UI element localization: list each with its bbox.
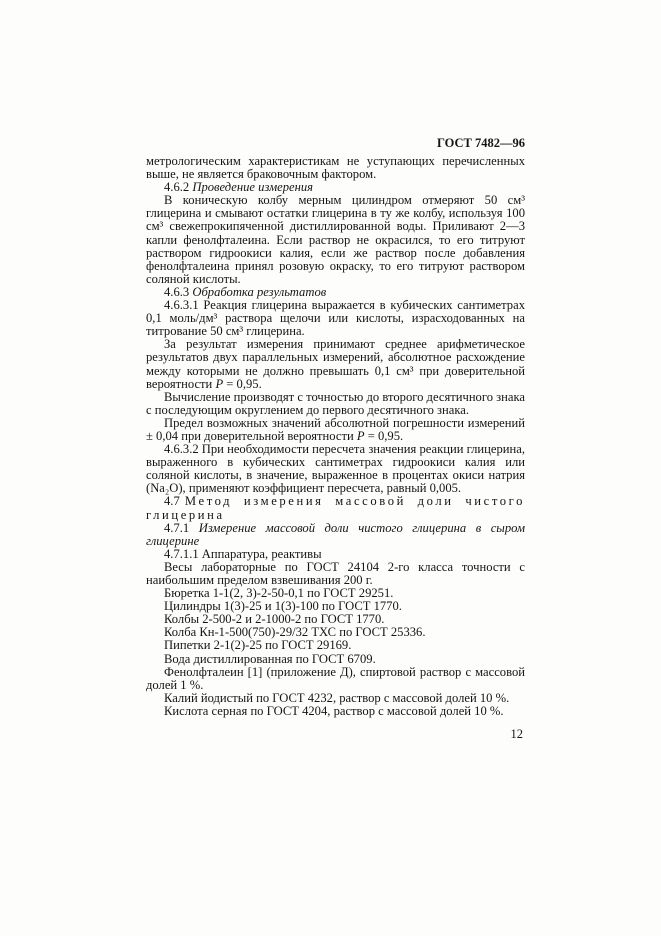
paragraph xyxy=(146,338,525,390)
text-segment: = 0,95. xyxy=(223,376,262,391)
text-segment: Вычисление производят с точностью до второго десятичного знака с последующим округлением до первого десятичного знака. xyxy=(146,389,525,417)
paragraph xyxy=(146,666,525,692)
page-number: 12 xyxy=(510,727,523,742)
text-segment: Колба Кн-1-500(750)-29/32 ТХС по ГОСТ 25336. xyxy=(164,625,426,640)
text-segment: 4.6.3.1 Реакция глицерина выражается в кубических сантиметрах 0,1 моль/дм³ раствора щелочи или кислоты, израсходованных на титрование 50 см³ глицерина. xyxy=(146,298,525,339)
text-segment: 4.6.2 xyxy=(164,180,193,195)
paragraph xyxy=(146,522,525,548)
text-segment: 4.6.3 xyxy=(164,284,193,299)
text-segment: Предел возможных значений абсолютной погрешности измерений ± 0,04 при доверительной вероятности xyxy=(146,415,525,443)
text-segment-spaced: Метод измерения массовой доли чистого глицерина xyxy=(146,494,526,522)
paragraph xyxy=(146,391,525,417)
paragraph xyxy=(146,155,525,181)
text-segment: Вода дистиллированная по ГОСТ 6709. xyxy=(164,651,376,666)
document-code: ГОСТ 7482—96 xyxy=(436,136,525,150)
text-segment: За результат измерения принимают среднее арифметическое результатов двух параллельных измерений, абсолютное расхождение между которыми не должно превышать 0,1 см³ при доверительной вероятности xyxy=(146,337,525,391)
paragraph xyxy=(146,561,525,587)
document-body xyxy=(146,155,525,718)
paragraph xyxy=(146,443,525,495)
text-segment: В коническую колбу мерным цилиндром отмеряют 50 см³ глицерина и смывают остатки глицерина в ту же колбу, используя 100 см³ свежепрокипяченной дистиллированной воды. Приливают 2—3 капли фенолфталеина. Если раствор не окрасился, то его титруют раствором гидроокиси калия, если же раствор после добавления фенолфталеина принял розовую окраску, то его титруют раствором соляной кислоты. xyxy=(146,193,525,286)
text-segment: 4.7 xyxy=(164,494,185,509)
text-segment: Колбы 2-500-2 и 2-1000-2 по ГОСТ 1770. xyxy=(164,612,385,627)
text-segment: Весы лабораторные по ГОСТ 24104 2-го класса точности с наибольшим пределом взвешивания 200 г. xyxy=(146,559,525,587)
paragraph xyxy=(146,194,525,286)
paragraph xyxy=(146,705,525,718)
text-segment: Цилиндры 1(3)-25 и 1(3)-100 по ГОСТ 1770. xyxy=(164,599,402,614)
text-segment: Бюретка 1-1(2, 3)-2-50-0,1 по ГОСТ 29251. xyxy=(164,586,394,601)
paragraph xyxy=(146,417,525,443)
text-segment-italic: Проведение измерения xyxy=(192,180,313,195)
paragraph xyxy=(146,299,525,338)
text-segment: Пипетки 2-1(2)-25 по ГОСТ 29169. xyxy=(164,638,352,653)
text-segment: 4.7.1.1 Аппаратура, реактивы xyxy=(164,546,322,561)
text-segment-italic: Р xyxy=(356,428,365,443)
text-segment: Фенолфталеин [1] (приложение Д), спиртовой раствор с массовой долей 1 %. xyxy=(146,664,525,692)
text-segment: 4.7.1 xyxy=(164,520,199,535)
text-segment: метрологическим характеристикам не уступающих перечисленных выше, не является браковочным фактором. xyxy=(146,154,525,182)
text-segment: Кислота серная по ГОСТ 4204, раствор с массовой долей 10 %. xyxy=(164,703,504,718)
document-content xyxy=(146,136,525,742)
text-segment: = 0,95. xyxy=(364,428,404,443)
text-segment: 4.6.3.2 При необходимости пересчета значения реакции глицерина, выраженного в кубических сантиметрах гидроокиси калия или соляной кислоты, в значение, выраженное в процентах окиси натрия (Na₂O), применяют коэффициент пересчета, равный 0,005. xyxy=(146,442,525,496)
text-segment-italic: Р xyxy=(215,376,224,391)
text-segment-italic: Измерение массовой доли чистого глицерина в сыром глицерине xyxy=(146,520,525,548)
paragraph xyxy=(146,495,525,521)
text-segment: Калий йодистый по ГОСТ 4232, раствор с массовой долей 10 %. xyxy=(164,690,510,705)
text-segment-italic: Обработка результатов xyxy=(192,284,327,299)
